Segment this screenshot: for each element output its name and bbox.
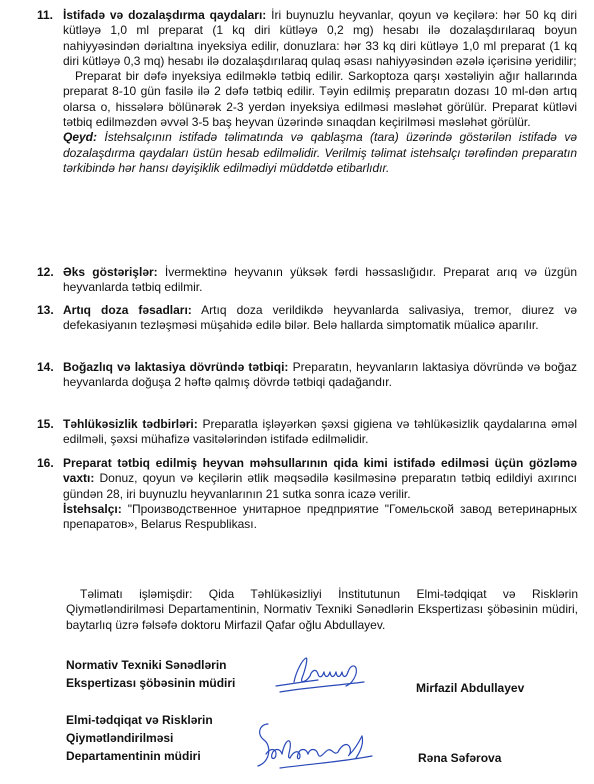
signatory-title-line: Ekspertizası şöbəsinin müdiri <box>66 676 236 690</box>
section-12 <box>37 265 577 296</box>
note-label: Qeyd: <box>63 130 98 145</box>
section-15 <box>37 417 577 448</box>
section-title: Preparat tətbiq edilmiş heyvan məhsullarının qida kimi istifadə edilməsi üçün gözləmə vaxtı: <box>63 456 577 486</box>
section-text-2: Preparat bir dəfə inyeksiya edilməklə tətbiq edilir. Sarkoptoza qarşı xəstəliyin ağır hallarında preparat 8-10 gün fasilə ilə 2 dəfə tətbiq edilir. Təyin edilmiş preparatın dozası 10 ml-dən artıq olarsa o, hissələrə bölünərək 2-3 yerdən inyeksiya edilməsi məsləhət görülür. Preparat kütləvi tətbiq edilməzdən əvvəl 3-5 baş heyvan üzərində sınaqdan keçirilməsi məsləhət görülür. <box>63 69 577 130</box>
section-13 <box>37 303 577 334</box>
signature-seferova <box>250 714 390 776</box>
section-text: İvermektinə heyvanın yüksək fərdi həssaslığıdır. Preparat arıq və üzgün heyvanlarda tətbiq edilmir. <box>63 265 577 295</box>
section-number: 11. <box>37 8 54 22</box>
signatory-title-line: Elmi-tədqiqat və Risklərin <box>66 713 213 727</box>
compiled-by-paragraph: Təlimatı işləmişdir: Qida Təhlükəsizliyi İnstitutunun Elmi-tədqiqat və Risklərin Qiymətləndirilməsi Departamentinin, Normativ Texniki Sənədlərin Ekspertizası şöbəsinin müdiri, baytarlıq üzrə fəlsəfə doktoru Mirfazil Qafar oğlu Abdullayev. <box>66 587 578 632</box>
section-16 <box>37 456 577 532</box>
signatory-title-2 <box>66 711 213 765</box>
signatory-name-1: Mirfazil Abdullayev <box>416 681 525 695</box>
section-text: Preparatın, heyvanların laktasiya dövründə və boğaz heyvanlarda doğuşa 2 həftə qalmış dövrdə tətbiqi qadağandır. <box>63 360 577 390</box>
signatory-title-1 <box>66 656 235 692</box>
section-11 <box>37 8 577 176</box>
section-number: 16. <box>37 456 54 470</box>
note-text: İstehsalçının istifadə təlimatında və qablaşma (tara) üzərində göstərilən istifadə və dozalaşdırma qaydaları üstün hesab edilməlidir. Verilmiş təlimat istehsalçı tərəfindən preparatın tərkibində hər hansı dəyişiklik edilmədiyi müddətdə etibarlıdır. <box>63 130 577 175</box>
section-title: İstifadə və dozalaşdırma qaydaları: <box>63 8 267 22</box>
section-text: Artıq doza verildikdə heyvanlarda salivasiya, tremor, diurez və defekasiyanın tezləşməsi müşahidə edilə bilər. Belə hallarda simptomatik müalicə aparılır. <box>63 303 578 333</box>
signatory-title-line: Qiymətləndirilməsi <box>66 731 174 745</box>
section-14 <box>37 360 577 391</box>
section-title: Artıq doza fəsadları: <box>63 303 192 317</box>
section-text: Preparatla işləyərkən şəxsi gigiena və təhlükəsizlik qaydalarına əməl edilməli, şəxsi mühafizə vasitələrindən istifadə edilməlidir. <box>63 417 577 447</box>
section-number: 12. <box>37 265 54 279</box>
section-text: Donuz, qoyun və keçilərin ətlik məqsədilə kəsilməsinə preparatın tətbiq edildiyi axırıncı gündən 28, iri buynuzlu heyvanlarının 21 sutka sonra icazə verilir. <box>63 471 577 501</box>
signatory-title-line: Normativ Texniki Sənədlərin <box>66 658 227 672</box>
section-title: Təhlükəsizlik tədbirləri: <box>63 417 198 431</box>
signatory-title-line: Departamentinin müdiri <box>66 749 201 763</box>
section-title: Boğazlıq və laktasiya dövründə tətbiqi: <box>63 360 289 374</box>
signatory-name-2: Rəna Səfərova <box>418 751 502 765</box>
manufacturer-label: İstehsalçı: <box>63 501 122 516</box>
manufacturer-text: "Производственное унитарное предприятие "Гомельской завод ветеринарных препаратов», Belarus Respublikası. <box>63 501 577 532</box>
section-text: İri buynuzlu heyvanlar, qoyun və keçilərə: hər 50 kq diri kütləyə 1,0 ml preparat (1 kq diri kütləyə 0,2 mg) hesabı ilə dozalaşdırılaraq boyun nahiyyəsindən dərialtına inyeksiya edilir, donuzlara: hər 33 kq diri kütləyə 1,0 ml preparat (1 kq diri kütləyə 0,3 mq) hesabı ilə dozalaşdırılaraq qulaq əsası nahiyyəsindən əzələ içərisinə yeridilir; <box>63 8 577 68</box>
signature-abdullayev <box>272 652 372 696</box>
section-number: 15. <box>37 417 54 431</box>
section-title: Əks göstərişlər: <box>63 265 158 279</box>
section-number: 13. <box>37 303 54 317</box>
section-number: 14. <box>37 360 54 374</box>
